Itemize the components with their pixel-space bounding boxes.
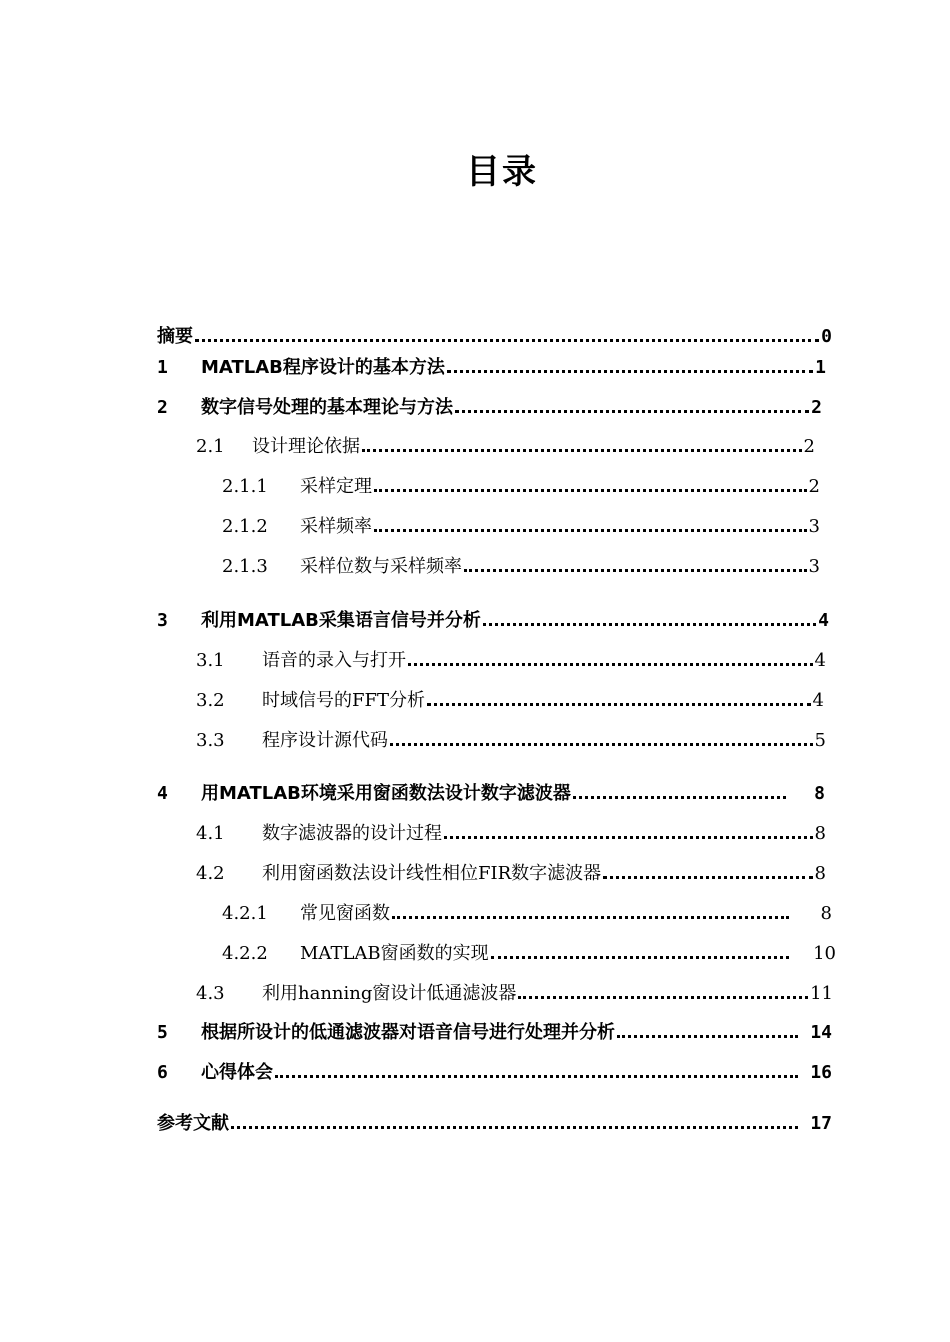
dot-leader: [447, 370, 813, 373]
toc-entry[interactable]: [157, 606, 829, 632]
toc-entry[interactable]: [196, 726, 826, 752]
toc-entry-page: 8: [814, 783, 825, 804]
toc-entry-label: 常见窗函数: [300, 903, 390, 924]
toc-entry[interactable]: [157, 1058, 832, 1084]
toc-entry[interactable]: [157, 322, 832, 348]
toc-entry-label: 心得体会: [201, 1062, 273, 1083]
toc-entry[interactable]: [222, 512, 820, 538]
toc-entry[interactable]: [157, 1109, 832, 1135]
dot-leader: [390, 743, 813, 746]
toc-entry-label: 参考文献: [157, 1113, 229, 1134]
dot-leader: [455, 410, 809, 413]
toc-entry-page: 10: [813, 943, 836, 964]
dot-leader: [374, 489, 807, 492]
toc-entry-number: 2.1: [196, 436, 225, 457]
toc-entry-label: 采样位数与采样频率: [300, 556, 462, 577]
toc-entry-number: 4.2.2: [222, 943, 268, 964]
toc-entry-number: 4: [157, 783, 168, 804]
toc-entry-number: 1: [157, 357, 168, 378]
toc-entry-page: 5: [814, 730, 826, 751]
toc-entry-page: 2: [811, 397, 822, 418]
dot-leader: [408, 663, 813, 666]
toc-entry-page: 4: [812, 690, 824, 711]
toc-entry[interactable]: [222, 939, 836, 965]
toc-entry[interactable]: [157, 393, 822, 419]
toc-entry-label: 设计理论依据: [252, 436, 360, 457]
toc-entry[interactable]: [196, 859, 826, 885]
toc-entry-number: 2.1.2: [222, 516, 268, 537]
dot-leader: [374, 529, 807, 532]
dot-leader: [362, 449, 802, 452]
toc-entry-label: MATLAB窗函数的实现: [300, 943, 489, 964]
toc-entry-page: 4: [814, 650, 826, 671]
dot-leader: [464, 569, 807, 572]
toc-entry-number: 6: [157, 1062, 168, 1083]
toc-entry-page: 8: [820, 903, 832, 924]
toc-entry[interactable]: [196, 819, 826, 845]
toc-entry-page: 11: [810, 983, 833, 1004]
toc-entry-number: 2.1.1: [222, 476, 268, 497]
dot-leader: [392, 916, 789, 919]
toc-entry-label: 语音的录入与打开: [262, 650, 406, 671]
dot-leader: [195, 339, 819, 342]
dot-leader: [491, 956, 789, 959]
toc-entry-label: 利用hanning窗设计低通滤波器: [262, 983, 517, 1004]
toc-entry-page: 17: [810, 1113, 832, 1134]
toc-entry-number: 3.3: [196, 730, 225, 751]
toc-entry-number: 4.1: [196, 823, 225, 844]
toc-entry-number: 4.2: [196, 863, 225, 884]
toc-entry-label: 程序设计源代码: [262, 730, 388, 751]
toc-entry[interactable]: [157, 779, 825, 805]
toc-entry[interactable]: [157, 1018, 832, 1044]
toc-entry-label: 时域信号的FFT分析: [262, 690, 425, 711]
dot-leader: [483, 623, 816, 626]
toc-entry-number: 5: [157, 1022, 168, 1043]
toc-entry-page: 8: [814, 863, 826, 884]
toc-entry-page: 3: [808, 516, 820, 537]
toc-entry-label: 数字滤波器的设计过程: [262, 823, 442, 844]
toc-entry[interactable]: [196, 686, 824, 712]
toc-entry[interactable]: [222, 899, 832, 925]
dot-leader: [275, 1075, 798, 1078]
toc-entry[interactable]: [196, 432, 815, 458]
toc-entry-page: 16: [810, 1062, 832, 1083]
toc-entry-number: 2.1.3: [222, 556, 268, 577]
toc-entry-label: 数字信号处理的基本理论与方法: [201, 397, 453, 418]
toc-entry[interactable]: [222, 472, 820, 498]
toc-entry[interactable]: [157, 353, 826, 379]
toc-entry-page: 3: [808, 556, 820, 577]
toc-entry-number: 3: [157, 610, 168, 631]
toc-entry-page: 2: [803, 436, 815, 457]
toc-entry-label: 采样定理: [300, 476, 372, 497]
toc-title: 目录: [466, 152, 538, 192]
toc-entry[interactable]: [196, 979, 833, 1005]
toc-entry-page: 0: [821, 326, 832, 347]
toc-entry-number: 2: [157, 397, 168, 418]
dot-leader: [573, 796, 786, 799]
toc-entry-label: MATLAB程序设计的基本方法: [201, 357, 445, 378]
toc-entry-label: 根据所设计的低通滤波器对语音信号进行处理并分析: [201, 1022, 615, 1043]
toc-entry-label: 利用MATLAB采集语言信号并分析: [201, 610, 481, 631]
dot-leader: [444, 836, 813, 839]
toc-entry-page: 2: [808, 476, 820, 497]
dot-leader: [617, 1035, 798, 1038]
toc-entry-label: 摘要: [157, 326, 193, 347]
toc-entry-page: 1: [815, 357, 826, 378]
toc-entry-label: 采样频率: [300, 516, 372, 537]
toc-entry[interactable]: [222, 552, 820, 578]
dot-leader: [231, 1126, 798, 1129]
toc-entry-number: 4.2.1: [222, 903, 268, 924]
dot-leader: [518, 996, 808, 999]
toc-entry-number: 3.1: [196, 650, 225, 671]
dot-leader: [427, 703, 811, 706]
toc-entry-label: 利用窗函数法设计线性相位FIR数字滤波器: [262, 863, 602, 884]
dot-leader: [603, 876, 812, 879]
toc-entry-page: 4: [818, 610, 829, 631]
toc-entry-number: 3.2: [196, 690, 225, 711]
toc-entry[interactable]: [196, 646, 826, 672]
toc-entry-label: 用MATLAB环境采用窗函数法设计数字滤波器: [201, 783, 571, 804]
toc-entry-number: 4.3: [196, 983, 225, 1004]
toc-entry-page: 14: [810, 1022, 832, 1043]
toc-entry-page: 8: [814, 823, 826, 844]
